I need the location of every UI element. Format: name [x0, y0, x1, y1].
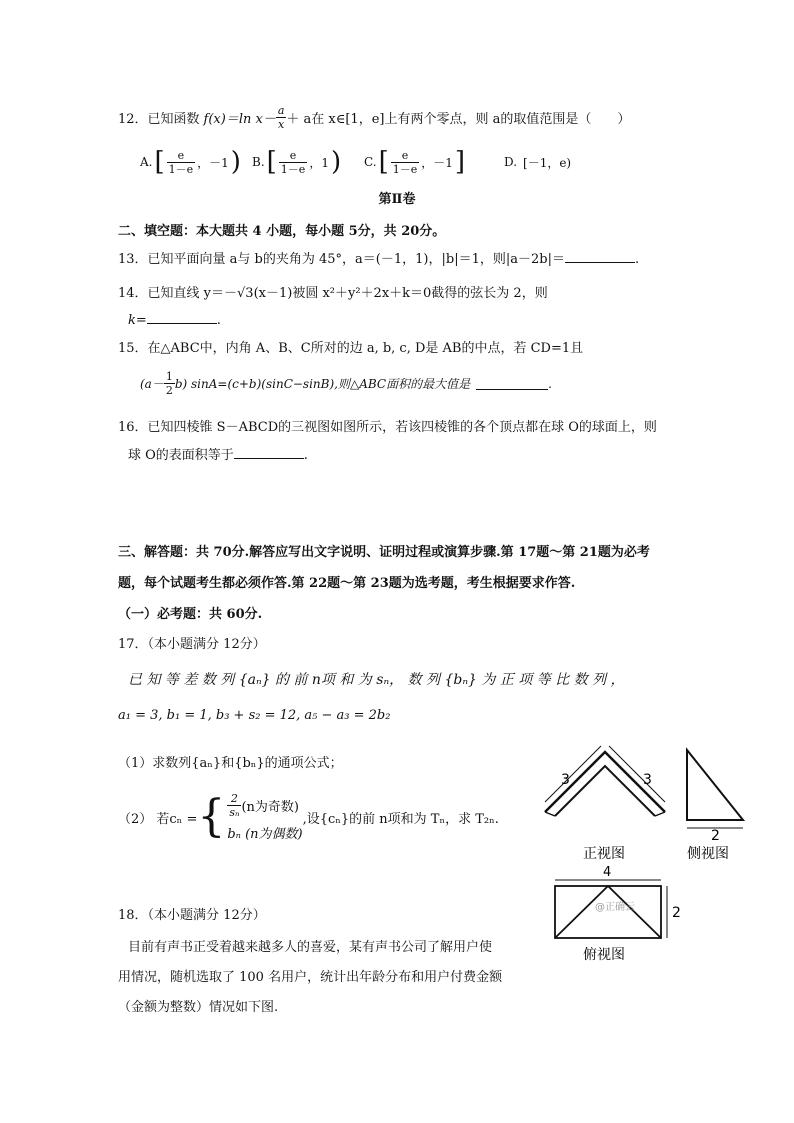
- front-left-dim: 3: [561, 772, 570, 788]
- q12-function: f(x)＝ln x－: [203, 112, 276, 127]
- front-right-foot: [655, 812, 665, 816]
- q12-options: [140, 148, 571, 176]
- frac-num: 2: [227, 792, 241, 806]
- bracket-close: ]: [454, 147, 466, 177]
- front-right-dim-line: [609, 746, 665, 802]
- fill-heading: 二、填空题：本大题共 4 小题，每小题 5分，共 20分。: [118, 224, 446, 239]
- top-height-dim: 2: [672, 905, 681, 921]
- option-label: A.: [140, 155, 153, 169]
- q17-part1: （1）求数列{aₙ}和{bₙ}的通项公式；: [118, 756, 343, 771]
- side-view: [687, 750, 743, 828]
- q16-end: .: [303, 448, 308, 463]
- side-dim: 2: [711, 828, 720, 844]
- side-triangle: [687, 750, 743, 820]
- front-view-label: 正视图: [583, 846, 625, 862]
- q16-line2: [128, 444, 308, 463]
- answer-heading-line2: 题，每个试题考生都必须作答.第 22题～第 23题为选考题，考生根据要求作答.: [118, 576, 576, 591]
- case-condition: (n为奇数): [241, 800, 299, 815]
- q12-fraction: [276, 104, 287, 131]
- piecewise-cases: [227, 792, 302, 842]
- option-tail: ，1: [309, 155, 329, 170]
- option-label: B.: [252, 155, 265, 169]
- q18-line1: 目前有声书正受着越来越多人的喜爱，某有声书公司了解用户使: [128, 940, 493, 955]
- frac-den: 1－e: [168, 162, 194, 176]
- q13-line: [118, 248, 639, 267]
- q12-frac-den: x: [278, 118, 285, 131]
- piecewise-case-even: bₙ (n为偶数): [227, 827, 303, 842]
- option-label: D.: [504, 155, 518, 169]
- option-tail: ，－1: [197, 155, 229, 170]
- q17-line2: a₁ = 3, b₁ = 1, b₃ + s₂ = 12, a₅ − a₃ = 2b₂: [118, 708, 391, 723]
- q15-line1: 15．在△ABC中，内角 A、B、C所对的边 a, b, c, D是 AB的中点，若 CD=1且: [118, 341, 584, 356]
- front-left-dim-line: [545, 746, 601, 802]
- piecewise-case-odd: [227, 792, 302, 819]
- q14-end: .: [216, 313, 221, 328]
- q12-text-a: 12．已知函数: [118, 112, 200, 127]
- q17-part2: [118, 792, 499, 842]
- q17-part2-lead: （2） 若cₙ =: [118, 811, 198, 827]
- q17-part2-tail: ,设{cₙ}的前 n项和为 Tₙ，求 T₂ₙ.: [302, 811, 499, 827]
- q15-answer-blank: [476, 377, 548, 390]
- q17-title: 17．（本小题满分 12分）: [118, 637, 266, 652]
- part2-title: 第Ⅱ卷: [378, 192, 416, 207]
- q16-line1: 16．已知四棱锥 S－ABCD的三视图如图所示，若该四棱锥的各个顶点都在球 O的球面上，则: [118, 420, 657, 435]
- option-label: C.: [364, 155, 377, 169]
- side-view-label: 侧视图: [687, 846, 729, 862]
- q12-option-a: [140, 148, 252, 176]
- frac-num: e: [279, 149, 308, 163]
- top-view-label: 俯视图: [583, 947, 625, 963]
- frac-num: e: [391, 149, 420, 163]
- q14-answer-blank: [147, 311, 217, 324]
- frac-den: 1－e: [392, 162, 418, 176]
- q16-answer-blank: [234, 446, 304, 459]
- q16-text: 球 O的表面积等于: [128, 448, 234, 463]
- q13-answer-blank: [565, 250, 635, 263]
- front-inner-roof: [555, 766, 655, 816]
- bracket-open: [: [154, 147, 165, 177]
- frac-num: 1: [165, 370, 173, 383]
- frac-den: sₙ: [229, 806, 240, 819]
- frac-den: 2: [165, 384, 173, 397]
- case-fraction: [227, 792, 241, 819]
- q12-frac-num: a: [277, 104, 285, 117]
- q13-text: 13．已知平面向量 a与 b的夹角为 45°，a＝(－1，1)，|b|＝1，则|a－2b|＝: [118, 252, 565, 267]
- piecewise-brace: {: [197, 791, 226, 842]
- q15-fraction: [164, 370, 175, 397]
- q14-line2: [128, 311, 221, 328]
- option-tail: ，－1: [421, 155, 453, 170]
- q12-text-b: ＋ a在 x∈[1，e]上有两个零点，则 a的取值范围是（ ）: [286, 112, 631, 127]
- bracket-open: [: [266, 147, 277, 177]
- top-width-dim: 4: [603, 865, 612, 880]
- q13-end: .: [634, 252, 640, 267]
- bracket-close: ): [230, 147, 241, 177]
- option-fraction: [167, 149, 196, 176]
- frac-den: 1－e: [280, 162, 306, 176]
- option-fraction: [391, 149, 420, 176]
- q15-expr-a: (a－: [140, 377, 164, 391]
- q12-option-d: [504, 154, 571, 171]
- q15-end: .: [548, 376, 552, 391]
- q18-line3: （金额为整数）情况如下图.: [118, 1000, 279, 1015]
- q15-line2: [140, 370, 552, 397]
- option-text: [－1，e): [523, 155, 572, 170]
- q17-line1: 已 知 等 差 数 列 {aₙ} 的 前 n项 和 为 sₙ， 数 列 {bₙ} 为 正 项 等 比 数 列 ，: [128, 672, 625, 688]
- three-view-diagram: [535, 740, 775, 970]
- q12-line: [118, 104, 630, 131]
- frac-num: e: [167, 149, 196, 163]
- q15-expr-b: b) sinA=(c+b)(sinC−sinB),则△ABC面积的最大值是: [174, 377, 471, 391]
- q14-k: k=: [128, 313, 147, 328]
- bracket-close: ): [330, 147, 342, 177]
- answer-heading-line1: 三、解答题：共 70分.解答应写出文字说明、证明过程或演算步骤.第 17题～第 21题为必考: [118, 545, 650, 560]
- required-heading: （一）必考题：共 60分.: [118, 607, 263, 622]
- q18-line2: 用情况，随机选取了 100 名用户，统计出年龄分布和用户付费金额: [118, 970, 503, 985]
- q12-option-b: [252, 148, 364, 176]
- q14-line1: 14．已知直线 y＝－√3(x－1)被圆 x²＋y²＋2x＋k＝0截得的弦长为 2，则: [118, 286, 548, 301]
- watermark-text: @正确云: [595, 902, 635, 913]
- bracket-open: [: [378, 147, 389, 177]
- q12-option-c: [364, 148, 504, 176]
- option-fraction: [279, 149, 308, 176]
- front-left-foot: [545, 812, 555, 816]
- q18-title: 18．（本小题满分 12分）: [118, 908, 266, 923]
- front-right-dim: 3: [643, 772, 652, 788]
